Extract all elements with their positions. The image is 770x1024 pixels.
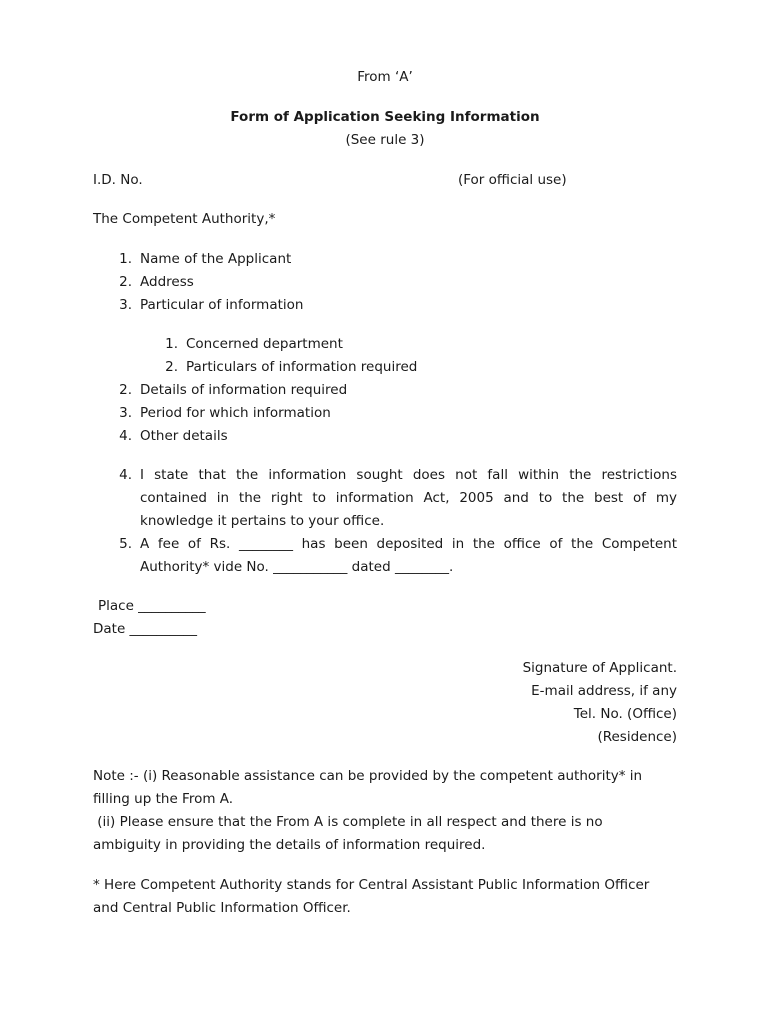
official-use-label: (For official use) — [458, 172, 567, 188]
id-number-label: I.D. No. — [93, 172, 143, 188]
footnote-line: * Here Competent Authority stands for Central Assistant Public Information Officer — [93, 877, 650, 893]
office-phone-label: Tel. No. (Office) — [573, 706, 677, 722]
list-item: Particular of information — [140, 297, 304, 313]
list-number: 3. — [119, 297, 132, 313]
form-title: Form of Application Seeking Information — [230, 109, 540, 125]
note-line: Note :- (i) Reasonable assistance can be provided by the competent authority* in — [93, 768, 643, 784]
statement-line: Authority* vide No. ___________ dated ________. — [140, 559, 454, 575]
list-number: 2. — [119, 274, 132, 290]
list-item: Address — [140, 274, 194, 290]
list-number: 2. — [165, 359, 178, 375]
list-number: 2. — [119, 382, 132, 398]
addressee: The Competent Authority,* — [93, 211, 276, 227]
list-number: 3. — [119, 405, 132, 421]
list-item: Details of information required — [140, 382, 348, 398]
note-line: ambiguity in providing the details of information required. — [93, 837, 486, 853]
date-field: Date __________ — [93, 621, 198, 637]
list-item: Period for which information — [140, 405, 331, 421]
list-item: Other details — [140, 428, 228, 444]
list-number: 1. — [119, 251, 132, 267]
statement-line: I state that the information sought does not fall within the restrictions — [140, 467, 677, 483]
statement-line: knowledge it pertains to your office. — [140, 513, 385, 529]
list-item: Concerned department — [186, 336, 343, 352]
note-line: filling up the From A. — [93, 791, 234, 807]
list-number: 4. — [119, 467, 132, 483]
list-number: 1. — [165, 336, 178, 352]
form-label: From ‘A’ — [357, 69, 413, 85]
footnote-line: and Central Public Information Officer. — [93, 900, 351, 916]
statement-line: A fee of Rs. ________ has been deposited in the office of the Competent — [140, 536, 677, 552]
note-line: (ii) Please ensure that the From A is complete in all respect and there is no — [93, 814, 603, 830]
rule-reference: (See rule 3) — [345, 132, 425, 148]
residence-phone-label: (Residence) — [597, 729, 677, 745]
list-number: 5. — [119, 536, 132, 552]
place-field: Place __________ — [98, 598, 206, 614]
list-number: 4. — [119, 428, 132, 444]
list-item: Name of the Applicant — [140, 251, 292, 267]
email-label: E-mail address, if any — [531, 683, 677, 699]
list-item: Particulars of information required — [186, 359, 418, 375]
signature-label: Signature of Applicant. — [522, 660, 677, 676]
statement-line: contained in the right to information Act, 2005 and to the best of my — [140, 490, 677, 506]
